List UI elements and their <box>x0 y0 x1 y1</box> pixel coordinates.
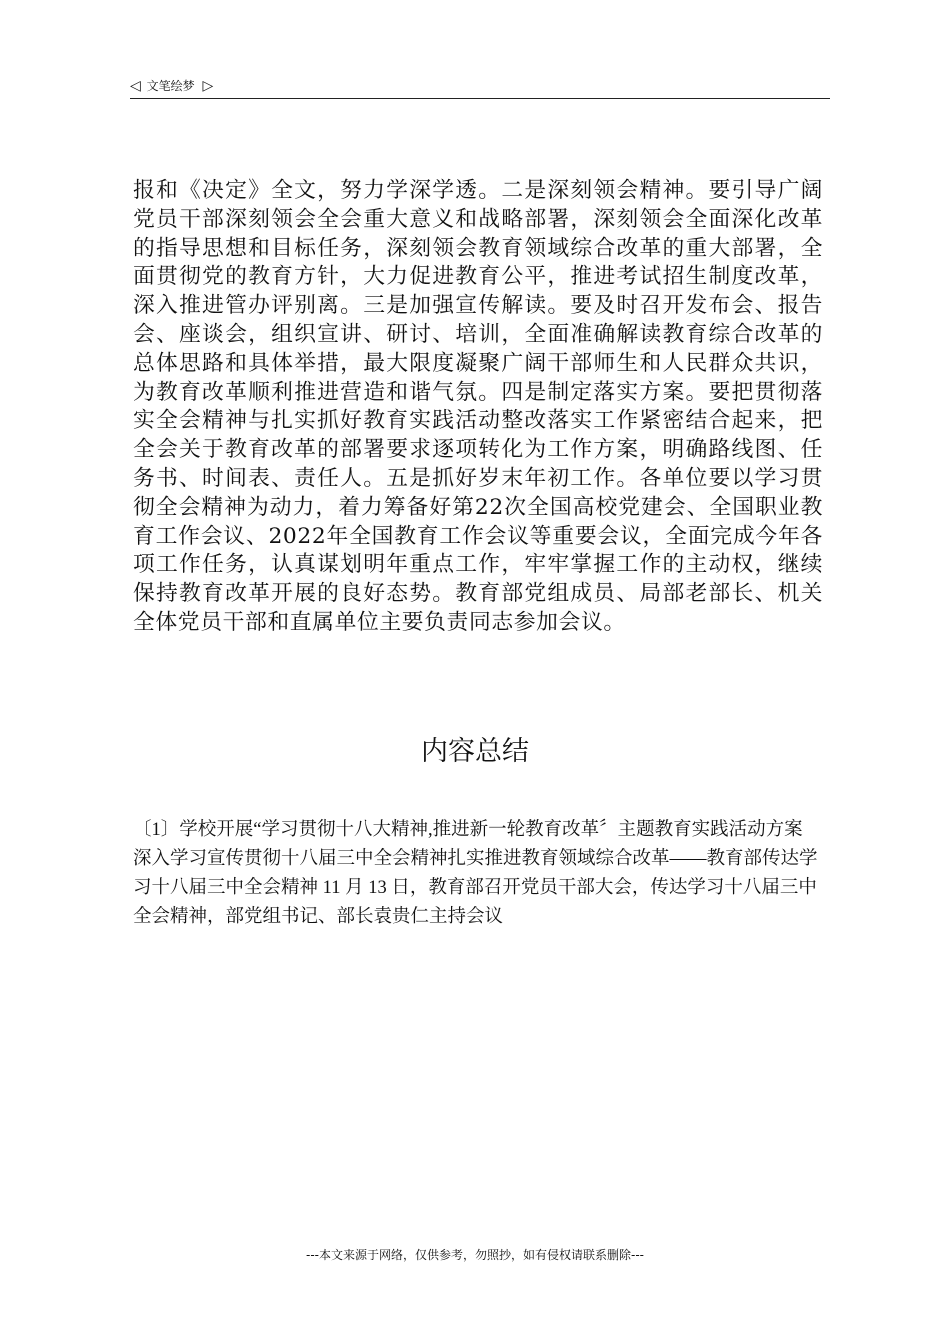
summary-item-1: 〔1〕学校开展“学习贯彻十八大精神,推进新一轮教育改革〞主题教育实践活动方案 <box>133 820 803 840</box>
footer-notice: ---本文来源于网络，仅供参考，勿照抄，如有侵权请联系删除--- <box>306 1248 644 1262</box>
summary-item-2: 深入学习宣传贯彻十八届三中全会精神扎实推进教育领域综合改革——教育部传达学习十八届三中全会精神 11 月 13 日，教育部召开党员干部大会，传达学习十八届三中全会精神，部党组书记、部长袁贵仁主持会议 <box>133 849 818 927</box>
left-triangle-icon: ◁ <box>130 78 141 94</box>
right-triangle-icon: ▷ <box>202 78 214 94</box>
header-brand: 文笔绘梦 <box>146 79 195 93</box>
page-header <box>130 76 830 99</box>
body-paragraph: 报和《决定》全文，努力学深学透。二是深刻领会精神。要引导广阔党员干部深刻领会全会重大意义和战略部署，深刻领会全面深化改革的指导思想和目标任务，深刻领会教育领域综合改革的重大部署，全面贯彻党的教育方针，大力促进教育公平，推进考试招生制度改革，深入推进管办评别离。三是加强宣传解读。要及时召开发布会、报告会、座谈会，组织宣讲、研讨、培训，全面准确解读教育综合改革的总体思路和具体举措，最大限度凝聚广阔干部师生和人民群众共识，为教育改革顺利推进营造和谐气氛。四是制定落实方案。要把贯彻落实全会精神与扎实抓好教育实践活动整改落实工作紧密结合起来，把全会关于教育改革的部署要求逐项转化为工作方案，明确路线图、任务书、时间表、责任人。五是抓好岁末年初工作。各单位要以学习贯彻全会精神为动力，着力筹备好第22次全国高校党建会、全国职业教育工作会议、2022年全国教育工作会议等重要会议，全面完成今年各项工作任务，认真谋划明年重点工作，牢牢掌握工作的主动权，继续保持教育改革开展的良好态势。教育部党组成员、局部老部长、机关全体党员干部和直属单位主要负责同志参加会议。 <box>133 178 823 635</box>
summary-section <box>133 816 827 932</box>
summary-title: 内容总结 <box>421 736 529 767</box>
